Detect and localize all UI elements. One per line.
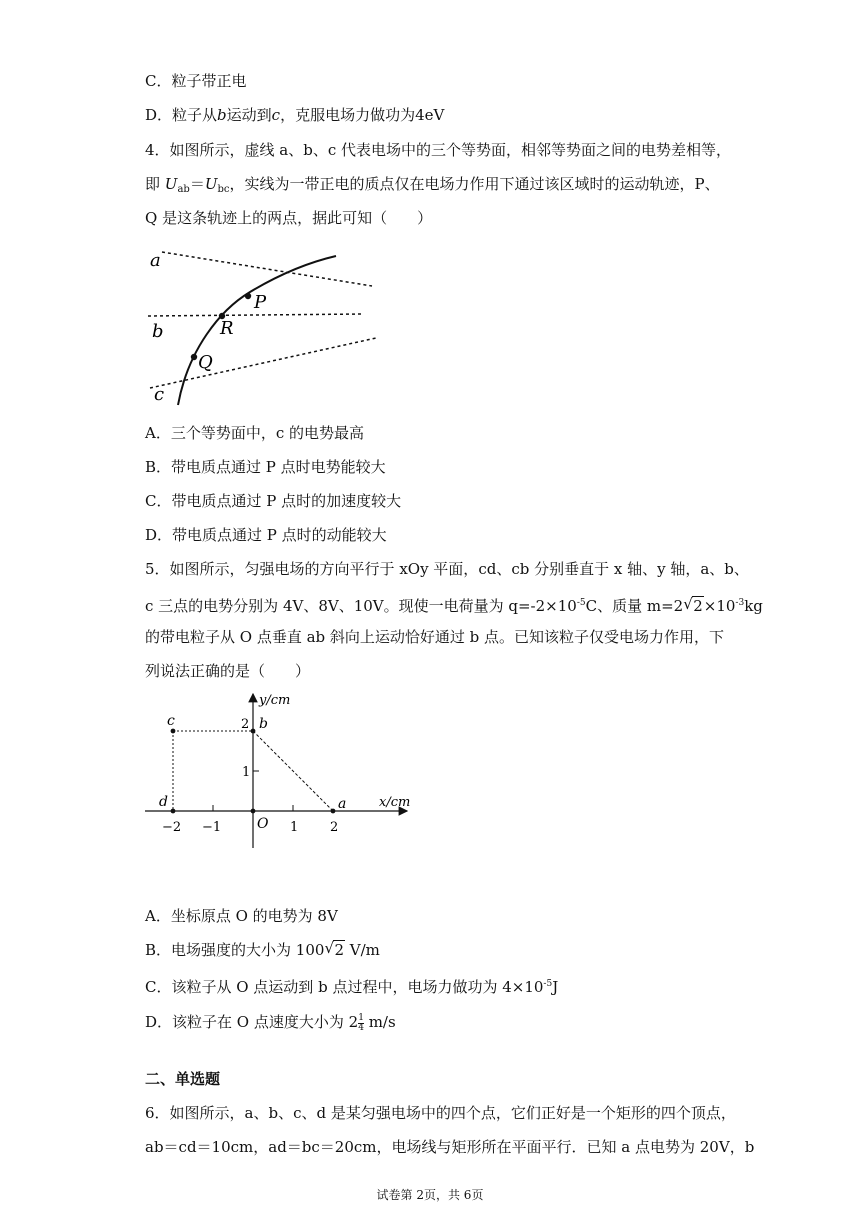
tick-label-neg2: −2 xyxy=(162,820,182,835)
label-o: O xyxy=(257,816,269,832)
label-q: Q xyxy=(198,352,213,373)
label-p: P xyxy=(254,292,267,313)
label-r: R xyxy=(220,318,234,339)
label-a: a xyxy=(150,250,161,271)
label-y2: 2 xyxy=(241,717,250,732)
equipotential-figure xyxy=(140,240,390,410)
label-c: c xyxy=(167,713,175,729)
section-heading: 二、单选题 xyxy=(145,1070,221,1088)
sqrt-symbol: √ 2 xyxy=(324,939,345,961)
equipotential-b xyxy=(148,314,364,316)
label-b: b xyxy=(152,321,164,342)
label-c: c xyxy=(154,384,165,405)
coordinate-figure xyxy=(145,690,415,860)
q5-stem-line2: c 三点的电势分别为 4V、8V、10V。现使一电荷量为 $q=-2\times 10^{-5}C$、质量 m=2√ $2\times 10^{-3}kg$ xyxy=(145,592,763,617)
page-footer: 试卷第 2页，共 6页 xyxy=(376,1188,484,1202)
label-a: a xyxy=(338,796,347,812)
q4-stem-line3: Q 是这条轨迹上的两点，据此可知（ ） xyxy=(145,209,433,227)
label-y1: 1 xyxy=(242,765,251,780)
point-p xyxy=(245,293,251,299)
q4-stem-line1: 4．如图所示，虚线 a、b、c 代表电场中的三个等势面，相邻等势面之间的电势差相等， xyxy=(145,141,732,159)
point-q xyxy=(191,354,197,360)
point-o xyxy=(251,809,256,814)
q4-option-b: B．带电质点通过 P 点时电势能较大 xyxy=(145,458,386,476)
label-d: d xyxy=(159,794,168,810)
q5-stem-line1: 5．如图所示，匀强电场的方向平行于 xOy 平面，cd、cb 分别垂直于 x 轴、y 轴，a、b、 xyxy=(145,560,749,578)
point-b xyxy=(251,729,256,734)
q4-stem-line2: 即 $U_{ab}=U_{bc}$，实线为一带正电的质点仅在电场力作用下通过该区域时的运动轨迹，P、 xyxy=(145,175,720,195)
exponent-fraction: $\frac{1}{4}$ xyxy=(358,1013,364,1033)
q5-option-c: C．该粒子从 O 点运动到 b 点过程中，电场力做功为 $4\times 10^{-5}J$ xyxy=(145,978,559,996)
label-b: b xyxy=(259,716,268,732)
q3-option-d: D．粒子从b运动到c，克服电场力做功为4eV xyxy=(145,106,445,124)
line-ba xyxy=(253,731,333,811)
q5-stem-line3: 的带电粒子从 O 点垂直 ab 斜向上运动恰好通过 b 点。已知该粒子仅受电场力作用，下 xyxy=(145,628,725,646)
q5-stem-line4: 列说法正确的是（ ） xyxy=(145,662,311,680)
point-a xyxy=(331,809,336,814)
tick-label-neg1: −1 xyxy=(202,820,222,835)
q5-option-d: D．该粒子在 O 点速度大小为 2 $\frac{1}{4}$ m/s xyxy=(145,1013,396,1033)
point-d xyxy=(171,809,176,814)
x-axis-label: x/cm xyxy=(379,795,411,810)
tick-label-2: 2 xyxy=(330,820,339,835)
q5-option-b: B．电场强度的大小为 100√ 2 V/m xyxy=(145,939,380,961)
equipotential-a xyxy=(162,252,372,286)
point-c xyxy=(171,729,176,734)
trajectory-curve xyxy=(178,256,336,405)
q4-option-d: D．带电质点通过 P 点时的动能较大 xyxy=(145,526,387,544)
q6-stem-line1: 6．如图所示，a、b、c、d 是某匀强电场中的四个点，它们正好是一个矩形的四个顶点， xyxy=(145,1104,736,1122)
q4-option-c: C．带电质点通过 P 点时的加速度较大 xyxy=(145,492,402,510)
tick-label-1: 1 xyxy=(290,820,299,835)
q4-option-a: A．三个等势面中，c 的电势最高 xyxy=(145,424,365,442)
q6-stem-line2: ab＝cd＝10cm，ad＝bc＝20cm，电场线与矩形所在平面平行．已知 a 点电势为 20V，b xyxy=(145,1138,755,1156)
y-axis-label: y/cm xyxy=(259,693,291,708)
q3-option-c: C．粒子带正电 xyxy=(145,72,247,90)
sqrt-symbol: √ 2 xyxy=(683,595,704,617)
q5-option-a: A．坐标原点 O 的电势为 8V xyxy=(145,907,338,925)
